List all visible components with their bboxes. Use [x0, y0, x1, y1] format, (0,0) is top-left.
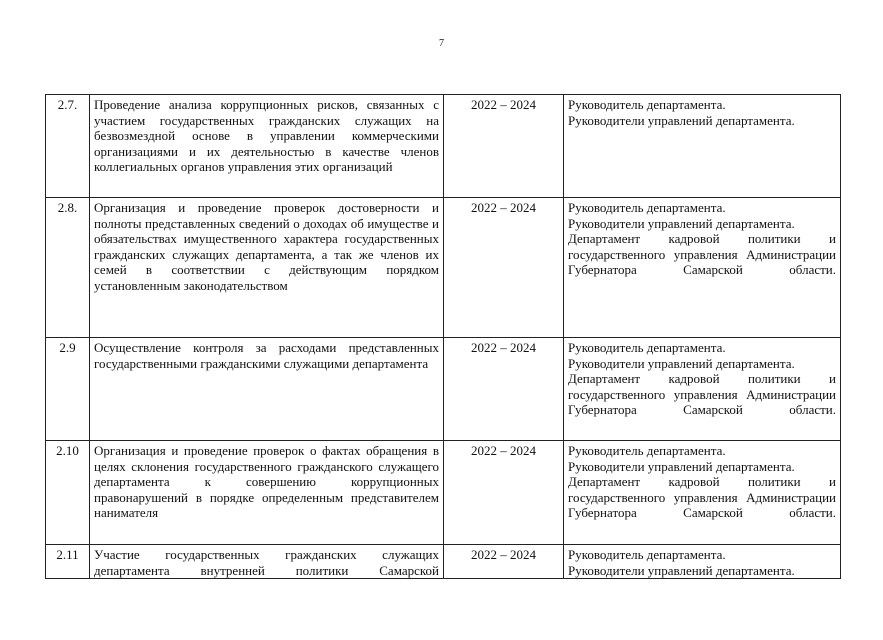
responsible-line: Руководители управлений департамента.: [568, 562, 795, 578]
responsible-cell: [564, 198, 841, 338]
responsible-cell: [564, 545, 841, 579]
table-row: [46, 198, 841, 338]
responsible-line: Руководитель департамента.: [568, 340, 726, 355]
responsible-line: Департамент кадровой политики и государственного управления Администрации Губернатора Самарской области.: [568, 231, 836, 277]
measure-description: Проведение анализа коррупционных рисков, связанных с участием государственных гражданских служащих на безвозмездной основе в управлении коммерческими организациями и их деятельностью в качестве членов коллегиальных органов управления этих организаций: [90, 95, 444, 198]
responsible-cell: [564, 338, 841, 441]
execution-term: 2022 – 2024: [444, 441, 564, 545]
responsible-line: Департамент кадровой политики и государственного управления Администрации Губернатора Самарской области.: [568, 474, 836, 520]
responsible-line: Руководители управлений департамента.: [568, 458, 795, 474]
responsible-line: Руководитель департамента.: [568, 97, 726, 112]
responsible-line: Руководитель департамента.: [568, 547, 726, 562]
table-row: [46, 338, 841, 441]
measure-description: Организация и проведение проверок достоверности и полноты представленных сведений о доходах об имуществе и обязательствах имущественного характера государственных гражданских служащих департамента, а так же членов их семей в соответствии с действующим порядком установленным законодательством: [90, 198, 444, 338]
row-number: 2.10: [46, 441, 90, 545]
page-number: 7: [439, 38, 444, 49]
execution-term: 2022 – 2024: [444, 338, 564, 441]
responsible-line: Руководитель департамента.: [568, 443, 726, 458]
measure-description: Организация и проведение проверок о фактах обращения в целях склонения государственного гражданского служащего департамента к совершению коррупционных правонарушений в порядке определенным представителем нанимателя: [90, 441, 444, 545]
row-number: 2.11: [46, 545, 90, 579]
measures-table: [45, 94, 841, 579]
responsible-line: Руководитель департамента.: [568, 200, 726, 215]
measure-description: Осуществление контроля за расходами представленных государственными гражданскими служащими департамента: [90, 338, 444, 441]
responsible-line: Департамент кадровой политики и государственного управления Администрации Губернатора Самарской области.: [568, 371, 836, 417]
responsible-line: Руководители управлений департамента.: [568, 112, 795, 128]
responsible-cell: [564, 95, 841, 198]
row-number: 2.8.: [46, 198, 90, 338]
execution-term: 2022 – 2024: [444, 198, 564, 338]
table-row: [46, 441, 841, 545]
responsible-line: Руководители управлений департамента.: [568, 355, 795, 371]
responsible-cell: [564, 441, 841, 545]
responsible-line: Руководители управлений департамента.: [568, 215, 795, 231]
measure-description: Участие государственных гражданских служащих департамента внутренней политики Самарской: [90, 545, 444, 579]
row-number: 2.9: [46, 338, 90, 441]
table-row: [46, 95, 841, 198]
execution-term: 2022 – 2024: [444, 545, 564, 579]
row-number: 2.7.: [46, 95, 90, 198]
execution-term: 2022 – 2024: [444, 95, 564, 198]
table-row: [46, 545, 841, 579]
